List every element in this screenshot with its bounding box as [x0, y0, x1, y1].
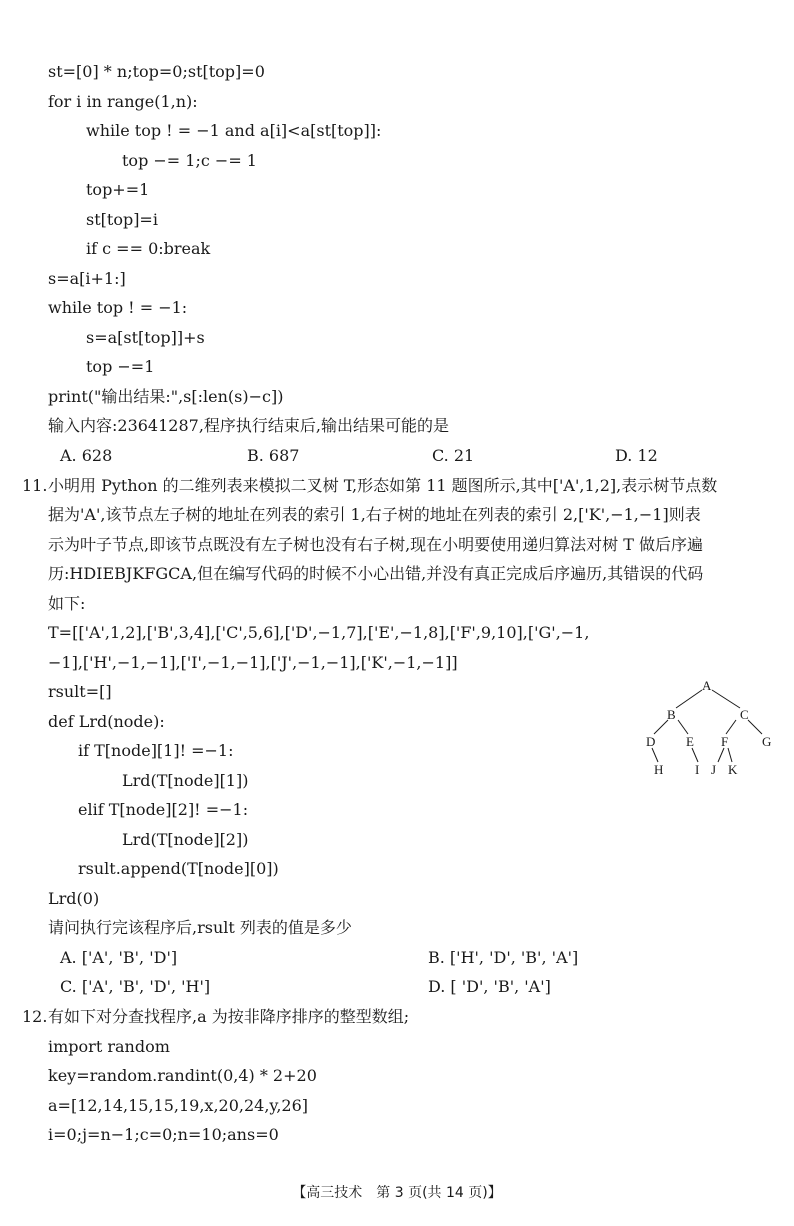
- page-footer: 【高三技术 第 3 页(共 14 页)】: [292, 1185, 502, 1201]
- code-line: s=a[st[top]]+s: [86, 328, 205, 347]
- code-line: s=a[i+1:]: [48, 269, 126, 288]
- code-line: def Lrd(node):: [48, 712, 165, 731]
- tree-node: A: [702, 678, 712, 693]
- question-number: 11.: [22, 476, 48, 495]
- option-b: B. ['H', 'D', 'B', 'A']: [428, 948, 579, 967]
- option-b: B. 687: [247, 446, 300, 465]
- question-stem: 小明用 Python 的二维列表来模拟二叉树 T,形态如第 11 题图所示,其中['A',1,2],表示树节点数: [48, 476, 718, 495]
- tree-node: K: [728, 762, 738, 777]
- question-stem: 如下:: [48, 594, 86, 613]
- code-line: while top ! = −1:: [48, 298, 188, 317]
- code-line: if T[node][1]! =−1:: [78, 741, 234, 760]
- tree-node: I: [695, 762, 700, 777]
- tree-node: E: [686, 734, 694, 749]
- code-line: while top ! = −1 and a[i]<a[st[top]]:: [86, 121, 382, 140]
- tree-node: C: [740, 707, 749, 722]
- code-line: i=0;j=n−1;c=0;n=10;ans=0: [48, 1125, 279, 1144]
- code-line: top −=1: [86, 357, 155, 376]
- question-stem: 历:HDIEBJKFGCA,但在编写代码的时候不小心出错,并没有真正完成后序遍历,其错误的代码: [48, 564, 704, 583]
- code-line: −1],['H',−1,−1],['I',−1,−1],['J',−1,−1],['K',−1,−1]]: [48, 653, 458, 672]
- tree-node: D: [646, 734, 656, 749]
- option-c: C. ['A', 'B', 'D', 'H']: [60, 977, 211, 996]
- code-line: key=random.randint(0,4) * 2+20: [48, 1066, 317, 1085]
- code-line: top −= 1;c −= 1: [122, 151, 257, 170]
- question-prompt: 请问执行完该程序后,rsult 列表的值是多少: [48, 918, 352, 937]
- binary-tree-figure: [630, 676, 780, 786]
- tree-node: F: [721, 734, 729, 749]
- code-line: elif T[node][2]! =−1:: [78, 800, 249, 819]
- option-c: C. 21: [432, 446, 475, 465]
- tree-node: B: [667, 707, 676, 722]
- question-number: 12.: [22, 1007, 48, 1026]
- code-line: import random: [48, 1037, 170, 1056]
- code-line: a=[12,14,15,15,19,x,20,24,y,26]: [48, 1096, 309, 1115]
- question-stem: 据为'A',该节点左子树的地址在列表的索引 1,右子树的地址在列表的索引 2,['K',−1,−1]则表: [48, 505, 701, 524]
- option-d: D. [ 'D', 'B', 'A']: [428, 977, 551, 996]
- option-a: A. ['A', 'B', 'D']: [60, 948, 178, 967]
- code-line: Lrd(T[node][1]): [122, 771, 249, 790]
- code-line: st[top]=i: [86, 210, 158, 229]
- tree-node: J: [711, 762, 717, 777]
- code-line: Lrd(T[node][2]): [122, 830, 249, 849]
- code-line: print("输出结果:",s[:len(s)−c]): [48, 387, 284, 406]
- code-line: T=[['A',1,2],['B',3,4],['C',5,6],['D',−1,7],['E',−1,8],['F',9,10],['G',−1,: [48, 623, 590, 642]
- question-prompt: 输入内容:23641287,程序执行结束后,输出结果可能的是: [48, 416, 450, 435]
- code-line: rsult=[]: [48, 682, 112, 701]
- code-line: st=[0] * n;top=0;st[top]=0: [48, 62, 265, 81]
- code-line: for i in range(1,n):: [48, 92, 198, 111]
- code-line: top+=1: [86, 180, 150, 199]
- question-stem: 示为叶子节点,即该节点既没有左子树也没有右子树,现在小明要使用递归算法对树 T 做后序遍: [48, 535, 704, 554]
- code-line: if c == 0:break: [86, 239, 211, 258]
- code-line: Lrd(0): [48, 889, 100, 908]
- question-stem: 有如下对分查找程序,a 为按非降序排序的整型数组;: [48, 1007, 410, 1026]
- tree-node: G: [762, 734, 772, 749]
- tree-node: H: [654, 762, 664, 777]
- code-line: rsult.append(T[node][0]): [78, 859, 279, 878]
- option-d: D. 12: [615, 446, 658, 465]
- option-a: A. 628: [60, 446, 113, 465]
